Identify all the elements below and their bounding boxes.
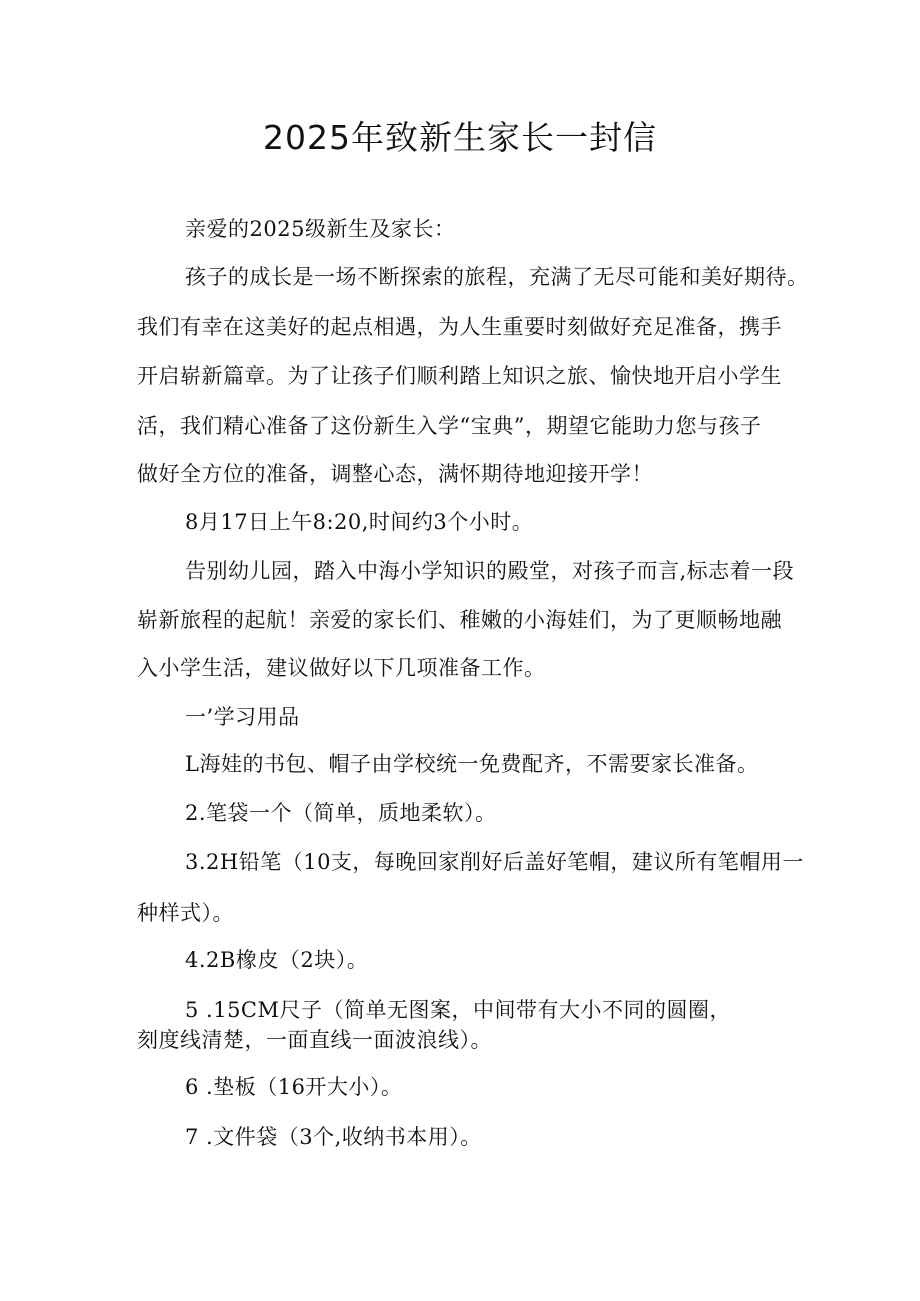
salutation: 亲爱的2025级新生及家长： [185, 217, 456, 241]
paragraph-line: 孩子的成长是一场不断探索的旅程，充满了无尽可能和美好期待。 [185, 265, 809, 289]
list-item: L海娃的书包、帽子由学校统一免费配齐，不需要家长准备。 [185, 752, 759, 776]
schedule-line: 8月17日上午8:20,时间约3个小时。 [185, 510, 534, 534]
list-item: 3.2H铅笔（10支，每晚回家削好后盖好笔帽，建议所有笔帽用一 [185, 850, 804, 874]
paragraph-line: 活，我们精心准备了这份新生入学“宝典”，期望它能助力您与孩子 [137, 414, 762, 438]
paragraph-line: 告别幼儿园，踏入中海小学知识的殿堂，对孩子而言,标志着一段 [185, 559, 795, 583]
list-item-continuation: 刻度线清楚，一面直线一面波浪线）。 [137, 1028, 492, 1052]
list-item: 2.笔袋一个（简单，质地柔软）。 [185, 801, 497, 825]
list-item: 7 .文件袋（3个,收纳书本用）。 [185, 1125, 482, 1149]
list-item: 5 .15CM尺子（简单无图案，中间带有大小不同的圆圈， [185, 998, 732, 1022]
section-heading: 一’学习用品 [185, 705, 300, 729]
paragraph-line: 入小学生活，建议做好以下几项准备工作。 [137, 656, 546, 680]
paragraph-line: 我们有幸在这美好的起点相遇，为人生重要时刻做好充足准备，携手 [137, 315, 782, 339]
list-item: 4.2B橡皮（2块）。 [185, 948, 369, 972]
paragraph-line: 崭新旅程的起航！亲爱的家长们、稚嫩的小海娃们，为了更顺畅地融 [137, 608, 782, 632]
document-title: 2025年致新生家长一封信 [263, 118, 657, 157]
list-item: 6 .垫板（16开大小）。 [185, 1075, 403, 1099]
paragraph-line: 做好全方位的准备，调整心态，满怀期待地迎接开学！ [137, 462, 653, 486]
paragraph-line: 开启崭新篇章。为了让孩子们顺利踏上知识之旅、愉快地开启小学生 [137, 364, 782, 388]
list-item-continuation: 种样式）。 [137, 901, 234, 925]
